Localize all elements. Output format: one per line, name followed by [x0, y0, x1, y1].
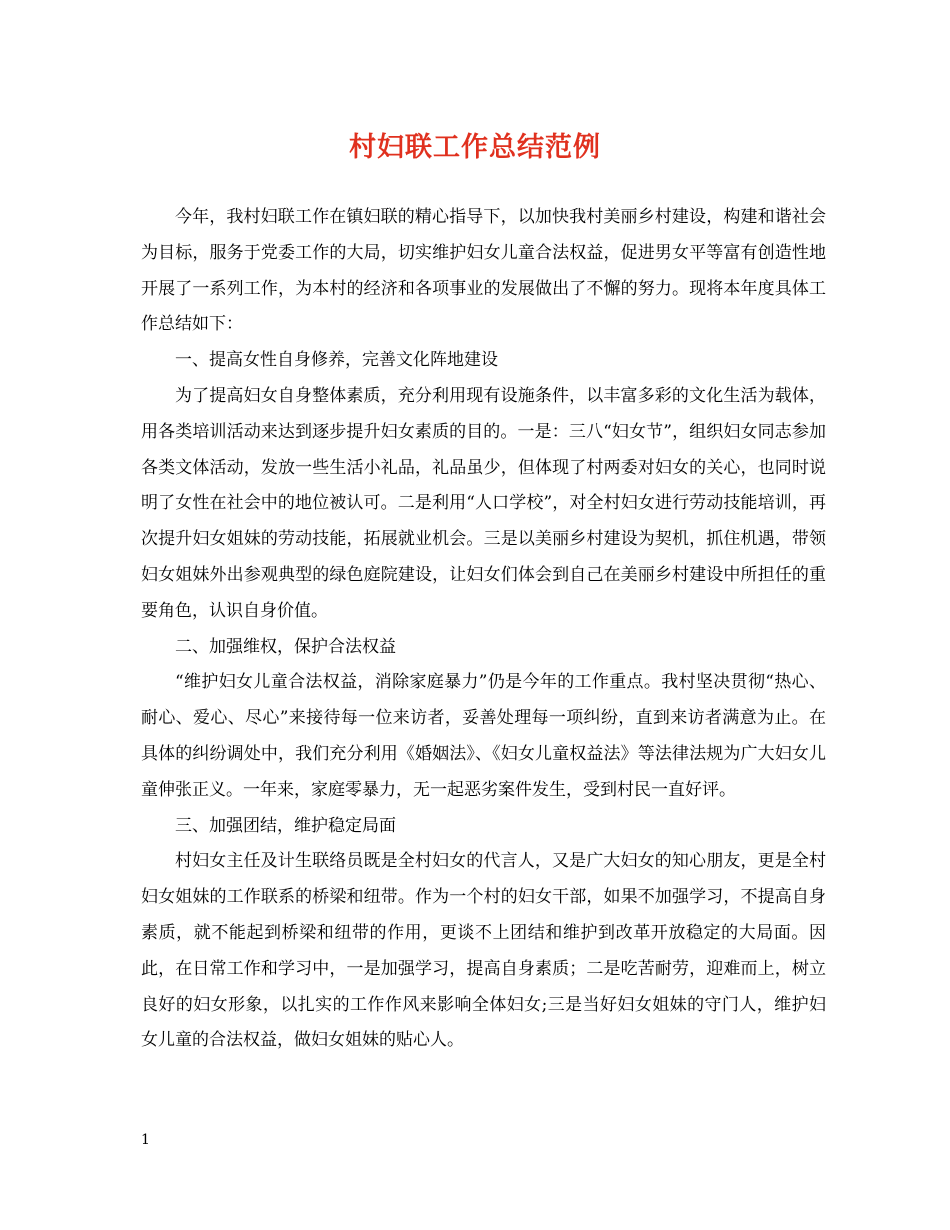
section-heading-3: 三、加强团结，维护稳定局面	[175, 815, 396, 836]
section-paragraph-1: 为了提高妇女自身整体素质，充分利用现有设施条件，以丰富多彩的文化生活为载体，用各类培训活动来达到逐步提升妇女素质的目的。一是：三八“妇女节”，组织妇女同志参加各类文体活动，发放一些生活小礼品，礼品虽少，但体现了村两委对妇女的关心，也同时说明了女性在社会中的地位被认可。二是利用“人口学校”，对全村妇女进行劳动技能培训，再次提升妇女姐妹的劳动技能，拓展就业机会。三是以美丽乡村建设为契机，抓住机遇，带领妇女姐妹外出参观典型的绿色庭院建设，让妇女们体会到自己在美丽乡村建设中所担任的重要角色，认识自身价值。	[141, 385, 826, 621]
section-heading-2: 二、加强维权，保护合法权益	[175, 636, 396, 657]
section-paragraph-3: 村妇女主任及计生联络员既是全村妇女的代言人，又是广大妇女的知心朋友，更是全村妇女姐妹的工作联系的桥梁和纽带。作为一个村的妇女干部，如果不加强学习，不提高自身素质，就不能起到桥梁和纽带的作用，更谈不上团结和维护到改革开放稳定的大局面。因此，在日常工作和学习中，一是加强学习，提高自身素质；二是吃苦耐劳，迎难而上，树立良好的妇女形象，以扎实的工作作风来影响全体妇女;三是当好妇女姐妹的守门人，维护妇女儿童的合法权益，做妇女姐妹的贴心人。	[141, 851, 826, 1051]
document-body	[141, 200, 826, 1059]
page-number: 1	[141, 1132, 150, 1148]
section-heading-1: 一、提高女性自身修养，完善文化阵地建设	[175, 350, 498, 371]
document-title: 村妇联工作总结范例	[349, 132, 601, 163]
section-paragraph-2: “维护妇女儿童合法权益，消除家庭暴力”仍是今年的工作重点。我村坚决贯彻“热心、耐心、爱心、尽心”来接待每一位来访者，妥善处理每一项纠纷，直到来访者满意为止。在具体的纠纷调处中，我们充分利用《婚姻法》、《妇女儿童权益法》等法律法规为广大妇女儿童伸张正义。一年来，家庭零暴力，无一起恶劣案件发生，受到村民一直好评。	[141, 672, 826, 800]
intro-paragraph: 今年，我村妇联工作在镇妇联的精心指导下，以加快我村美丽乡村建设，构建和谐社会为目标，服务于党委工作的大局，切实维护妇女儿童合法权益，促进男女平等富有创造性地开展了一系列工作，为本村的经济和各项事业的发展做出了不懈的努力。现将本年度具体工作总结如下：	[141, 207, 826, 335]
